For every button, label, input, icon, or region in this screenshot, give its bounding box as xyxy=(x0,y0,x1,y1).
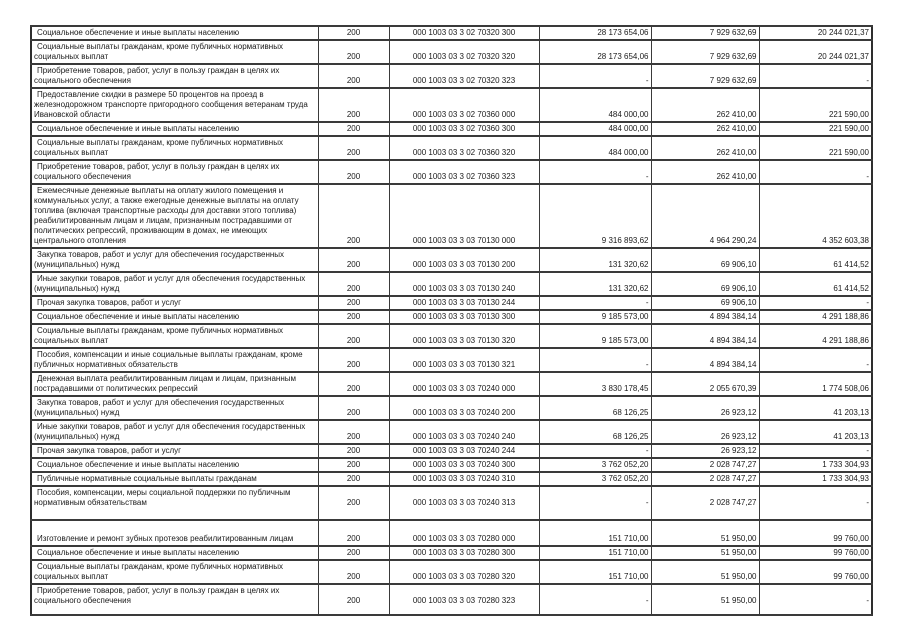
amount-unexecuted-cell: 221 590,00 xyxy=(759,122,872,136)
budget-table xyxy=(30,25,873,616)
expense-type-code-cell: 200 xyxy=(318,348,389,372)
expense-type-code-cell: 200 xyxy=(318,184,389,248)
expense-type-code-cell: 200 xyxy=(318,444,389,458)
expense-description-cell: Социальное обеспечение и иные выплаты населению xyxy=(31,26,318,40)
expense-type-code-cell: 200 xyxy=(318,560,389,584)
expense-description-cell: Иные закупки товаров, работ и услуг для обеспечения государственных (муниципальных) нужд xyxy=(31,272,318,296)
table-row xyxy=(31,122,872,136)
budget-classification-code-cell: 000 1003 03 3 03 70280 000 xyxy=(389,520,539,546)
expense-type-code-cell: 200 xyxy=(318,584,389,615)
amount-unexecuted-cell: 41 203,13 xyxy=(759,420,872,444)
expense-description-cell: Закупка товаров, работ и услуг для обеспечения государственных (муниципальных) нужд xyxy=(31,248,318,272)
amount-approved-cell: 68 126,25 xyxy=(539,396,651,420)
budget-classification-code-cell: 000 1003 03 3 03 70280 323 xyxy=(389,584,539,615)
amount-executed-cell: 51 950,00 xyxy=(651,546,759,560)
table-row xyxy=(31,584,872,615)
expense-type-code-cell: 200 xyxy=(318,136,389,160)
amount-approved-cell: 131 320,62 xyxy=(539,248,651,272)
expense-type-code-cell: 200 xyxy=(318,486,389,520)
amount-executed-cell: 2 055 670,39 xyxy=(651,372,759,396)
amount-executed-cell: 2 028 747,27 xyxy=(651,458,759,472)
amount-unexecuted-cell: 61 414,52 xyxy=(759,272,872,296)
budget-classification-code-cell: 000 1003 03 3 02 70360 320 xyxy=(389,136,539,160)
amount-executed-cell: 51 950,00 xyxy=(651,560,759,584)
budget-classification-code-cell: 000 1003 03 3 02 70360 000 xyxy=(389,88,539,122)
amount-executed-cell: 262 410,00 xyxy=(651,88,759,122)
amount-executed-cell: 7 929 632,69 xyxy=(651,26,759,40)
amount-unexecuted-cell: 99 760,00 xyxy=(759,546,872,560)
amount-approved-cell: 151 710,00 xyxy=(539,546,651,560)
table-row xyxy=(31,26,872,40)
table-row xyxy=(31,136,872,160)
expense-description-cell: Предоставление скидки в размере 50 процентов на проезд в железнодорожном транспорте пригородного сообщения ветеранам труда Ивановской области xyxy=(31,88,318,122)
table-row xyxy=(31,324,872,348)
expense-type-code-cell: 200 xyxy=(318,248,389,272)
table-row xyxy=(31,486,872,520)
budget-classification-code-cell: 000 1003 03 3 03 70240 310 xyxy=(389,472,539,486)
amount-executed-cell: 2 028 747,27 xyxy=(651,472,759,486)
amount-unexecuted-cell: - xyxy=(759,64,872,88)
expense-type-code-cell: 200 xyxy=(318,160,389,184)
expense-type-code-cell: 200 xyxy=(318,26,389,40)
expense-description-cell: Прочая закупка товаров, работ и услуг xyxy=(31,296,318,310)
table-row xyxy=(31,472,872,486)
amount-executed-cell: 26 923,12 xyxy=(651,396,759,420)
amount-unexecuted-cell: 1 733 304,93 xyxy=(759,472,872,486)
expense-description-cell: Социальные выплаты гражданам, кроме публичных нормативных социальных выплат xyxy=(31,560,318,584)
amount-unexecuted-cell: 4 352 603,38 xyxy=(759,184,872,248)
table-row xyxy=(31,248,872,272)
amount-approved-cell: 28 173 654,06 xyxy=(539,26,651,40)
amount-approved-cell: 484 000,00 xyxy=(539,122,651,136)
amount-executed-cell: 4 894 384,14 xyxy=(651,348,759,372)
expense-type-code-cell: 200 xyxy=(318,272,389,296)
amount-unexecuted-cell: 4 291 188,86 xyxy=(759,324,872,348)
table-row xyxy=(31,372,872,396)
expense-description-cell: Социальное обеспечение и иные выплаты населению xyxy=(31,546,318,560)
expense-type-code-cell: 200 xyxy=(318,472,389,486)
amount-unexecuted-cell: - xyxy=(759,584,872,615)
amount-executed-cell: 26 923,12 xyxy=(651,444,759,458)
amount-approved-cell: 3 762 052,20 xyxy=(539,458,651,472)
table-row xyxy=(31,458,872,472)
table-row xyxy=(31,348,872,372)
amount-executed-cell: 4 894 384,14 xyxy=(651,324,759,348)
expense-description-cell: Денежная выплата реабилитированным лицам и лицам, признанным пострадавшими от политических репрессий xyxy=(31,372,318,396)
amount-approved-cell: 151 710,00 xyxy=(539,560,651,584)
table-row xyxy=(31,40,872,64)
expense-type-code-cell: 200 xyxy=(318,420,389,444)
table-row xyxy=(31,396,872,420)
amount-approved-cell: 131 320,62 xyxy=(539,272,651,296)
table-row xyxy=(31,560,872,584)
amount-unexecuted-cell: 20 244 021,37 xyxy=(759,40,872,64)
expense-description-cell: Ежемесячные денежные выплаты на оплату жилого помещения и коммунальных услуг, а также ежегодные денежные выплаты на оплату топлива (включая транспортные расходы для доставки этого топлива) реабилитированным лицам и лицам, признанным пострадавшими от политических репрессий, проживающим в домах, не имеющих центрального отопления xyxy=(31,184,318,248)
expense-description-cell: Пособия, компенсации, меры социальной поддержки по публичным нормативным обязательствам xyxy=(31,486,318,520)
amount-unexecuted-cell: - xyxy=(759,160,872,184)
amount-unexecuted-cell: - xyxy=(759,486,872,520)
budget-classification-code-cell: 000 1003 03 3 03 70130 000 xyxy=(389,184,539,248)
expense-description-cell: Социальное обеспечение и иные выплаты населению xyxy=(31,122,318,136)
expense-type-code-cell: 200 xyxy=(318,520,389,546)
budget-classification-code-cell: 000 1003 03 3 02 70320 323 xyxy=(389,64,539,88)
table-row xyxy=(31,184,872,248)
amount-unexecuted-cell: 99 760,00 xyxy=(759,520,872,546)
amount-approved-cell: 3 762 052,20 xyxy=(539,472,651,486)
amount-unexecuted-cell: 4 291 188,86 xyxy=(759,310,872,324)
table-row xyxy=(31,64,872,88)
budget-classification-code-cell: 000 1003 03 3 02 70320 300 xyxy=(389,26,539,40)
table-row xyxy=(31,272,872,296)
budget-table-wrapper xyxy=(30,25,871,616)
budget-classification-code-cell: 000 1003 03 3 02 70320 320 xyxy=(389,40,539,64)
amount-executed-cell: 262 410,00 xyxy=(651,136,759,160)
amount-unexecuted-cell: 221 590,00 xyxy=(759,88,872,122)
expense-type-code-cell: 200 xyxy=(318,88,389,122)
expense-description-cell: Социальное обеспечение и иные выплаты населению xyxy=(31,310,318,324)
amount-approved-cell: - xyxy=(539,348,651,372)
amount-executed-cell: 51 950,00 xyxy=(651,520,759,546)
amount-executed-cell: 4 894 384,14 xyxy=(651,310,759,324)
amount-executed-cell: 262 410,00 xyxy=(651,122,759,136)
expense-description-cell: Пособия, компенсации и иные социальные выплаты гражданам, кроме публичных нормативных обязательств xyxy=(31,348,318,372)
budget-classification-code-cell: 000 1003 03 3 03 70130 300 xyxy=(389,310,539,324)
expense-description-cell: Социальные выплаты гражданам, кроме публичных нормативных социальных выплат xyxy=(31,324,318,348)
amount-approved-cell: 9 185 573,00 xyxy=(539,324,651,348)
amount-unexecuted-cell: 61 414,52 xyxy=(759,248,872,272)
expense-type-code-cell: 200 xyxy=(318,396,389,420)
budget-classification-code-cell: 000 1003 03 3 03 70240 244 xyxy=(389,444,539,458)
budget-classification-code-cell: 000 1003 03 3 03 70240 313 xyxy=(389,486,539,520)
budget-classification-code-cell: 000 1003 03 3 03 70130 320 xyxy=(389,324,539,348)
amount-approved-cell: - xyxy=(539,160,651,184)
expense-type-code-cell: 200 xyxy=(318,372,389,396)
amount-approved-cell: 28 173 654,06 xyxy=(539,40,651,64)
budget-table-body xyxy=(31,26,872,615)
expense-description-cell: Изготовление и ремонт зубных протезов реабилитированным лицам xyxy=(31,520,318,546)
amount-executed-cell: 4 964 290,24 xyxy=(651,184,759,248)
amount-unexecuted-cell: - xyxy=(759,348,872,372)
budget-classification-code-cell: 000 1003 03 3 03 70280 300 xyxy=(389,546,539,560)
amount-approved-cell: - xyxy=(539,64,651,88)
amount-executed-cell: 69 906,10 xyxy=(651,248,759,272)
table-row xyxy=(31,88,872,122)
amount-executed-cell: 262 410,00 xyxy=(651,160,759,184)
expense-type-code-cell: 200 xyxy=(318,296,389,310)
amount-executed-cell: 69 906,10 xyxy=(651,296,759,310)
budget-classification-code-cell: 000 1003 03 3 03 70130 321 xyxy=(389,348,539,372)
budget-classification-code-cell: 000 1003 03 3 03 70130 244 xyxy=(389,296,539,310)
expense-description-cell: Закупка товаров, работ и услуг для обеспечения государственных (муниципальных) нужд xyxy=(31,396,318,420)
table-row xyxy=(31,296,872,310)
amount-unexecuted-cell: 221 590,00 xyxy=(759,136,872,160)
amount-approved-cell: 68 126,25 xyxy=(539,420,651,444)
amount-executed-cell: 69 906,10 xyxy=(651,272,759,296)
amount-approved-cell: - xyxy=(539,296,651,310)
expense-description-cell: Публичные нормативные социальные выплаты гражданам xyxy=(31,472,318,486)
expense-description-cell: Прочая закупка товаров, работ и услуг xyxy=(31,444,318,458)
table-row xyxy=(31,520,872,546)
table-row xyxy=(31,160,872,184)
budget-classification-code-cell: 000 1003 03 3 03 70240 200 xyxy=(389,396,539,420)
amount-approved-cell: 484 000,00 xyxy=(539,136,651,160)
expense-type-code-cell: 200 xyxy=(318,546,389,560)
amount-approved-cell: 3 830 178,45 xyxy=(539,372,651,396)
expense-type-code-cell: 200 xyxy=(318,310,389,324)
amount-unexecuted-cell: - xyxy=(759,296,872,310)
expense-description-cell: Иные закупки товаров, работ и услуг для обеспечения государственных (муниципальных) нужд xyxy=(31,420,318,444)
amount-approved-cell: - xyxy=(539,584,651,615)
budget-classification-code-cell: 000 1003 03 3 03 70280 320 xyxy=(389,560,539,584)
table-row xyxy=(31,546,872,560)
budget-classification-code-cell: 000 1003 03 3 03 70130 200 xyxy=(389,248,539,272)
amount-unexecuted-cell: 1 774 508,06 xyxy=(759,372,872,396)
expense-description-cell: Приобретение товаров, работ, услуг в пользу граждан в целях их социального обеспечения xyxy=(31,160,318,184)
budget-classification-code-cell: 000 1003 03 3 03 70240 300 xyxy=(389,458,539,472)
expense-description-cell: Социальное обеспечение и иные выплаты населению xyxy=(31,458,318,472)
budget-classification-code-cell: 000 1003 03 3 03 70240 240 xyxy=(389,420,539,444)
expense-description-cell: Социальные выплаты гражданам, кроме публичных нормативных социальных выплат xyxy=(31,40,318,64)
expense-type-code-cell: 200 xyxy=(318,122,389,136)
budget-classification-code-cell: 000 1003 03 3 03 70240 000 xyxy=(389,372,539,396)
expense-description-cell: Приобретение товаров, работ, услуг в пользу граждан в целях их социального обеспечения xyxy=(31,584,318,615)
amount-executed-cell: 51 950,00 xyxy=(651,584,759,615)
amount-approved-cell: 9 185 573,00 xyxy=(539,310,651,324)
amount-unexecuted-cell: - xyxy=(759,444,872,458)
budget-classification-code-cell: 000 1003 03 3 03 70130 240 xyxy=(389,272,539,296)
amount-approved-cell: 484 000,00 xyxy=(539,88,651,122)
expense-description-cell: Приобретение товаров, работ, услуг в пользу граждан в целях их социального обеспечения xyxy=(31,64,318,88)
table-row xyxy=(31,444,872,458)
amount-executed-cell: 7 929 632,69 xyxy=(651,40,759,64)
amount-unexecuted-cell: 20 244 021,37 xyxy=(759,26,872,40)
amount-executed-cell: 26 923,12 xyxy=(651,420,759,444)
expense-type-code-cell: 200 xyxy=(318,64,389,88)
amount-approved-cell: - xyxy=(539,444,651,458)
amount-approved-cell: 151 710,00 xyxy=(539,520,651,546)
expense-type-code-cell: 200 xyxy=(318,324,389,348)
budget-classification-code-cell: 000 1003 03 3 02 70360 323 xyxy=(389,160,539,184)
expense-type-code-cell: 200 xyxy=(318,40,389,64)
amount-unexecuted-cell: 41 203,13 xyxy=(759,396,872,420)
amount-approved-cell: 9 316 893,62 xyxy=(539,184,651,248)
amount-unexecuted-cell: 1 733 304,93 xyxy=(759,458,872,472)
amount-approved-cell: - xyxy=(539,486,651,520)
budget-classification-code-cell: 000 1003 03 3 02 70360 300 xyxy=(389,122,539,136)
expense-description-cell: Социальные выплаты гражданам, кроме публичных нормативных социальных выплат xyxy=(31,136,318,160)
table-row xyxy=(31,310,872,324)
table-row xyxy=(31,420,872,444)
expense-type-code-cell: 200 xyxy=(318,458,389,472)
amount-executed-cell: 2 028 747,27 xyxy=(651,486,759,520)
amount-unexecuted-cell: 99 760,00 xyxy=(759,560,872,584)
amount-executed-cell: 7 929 632,69 xyxy=(651,64,759,88)
